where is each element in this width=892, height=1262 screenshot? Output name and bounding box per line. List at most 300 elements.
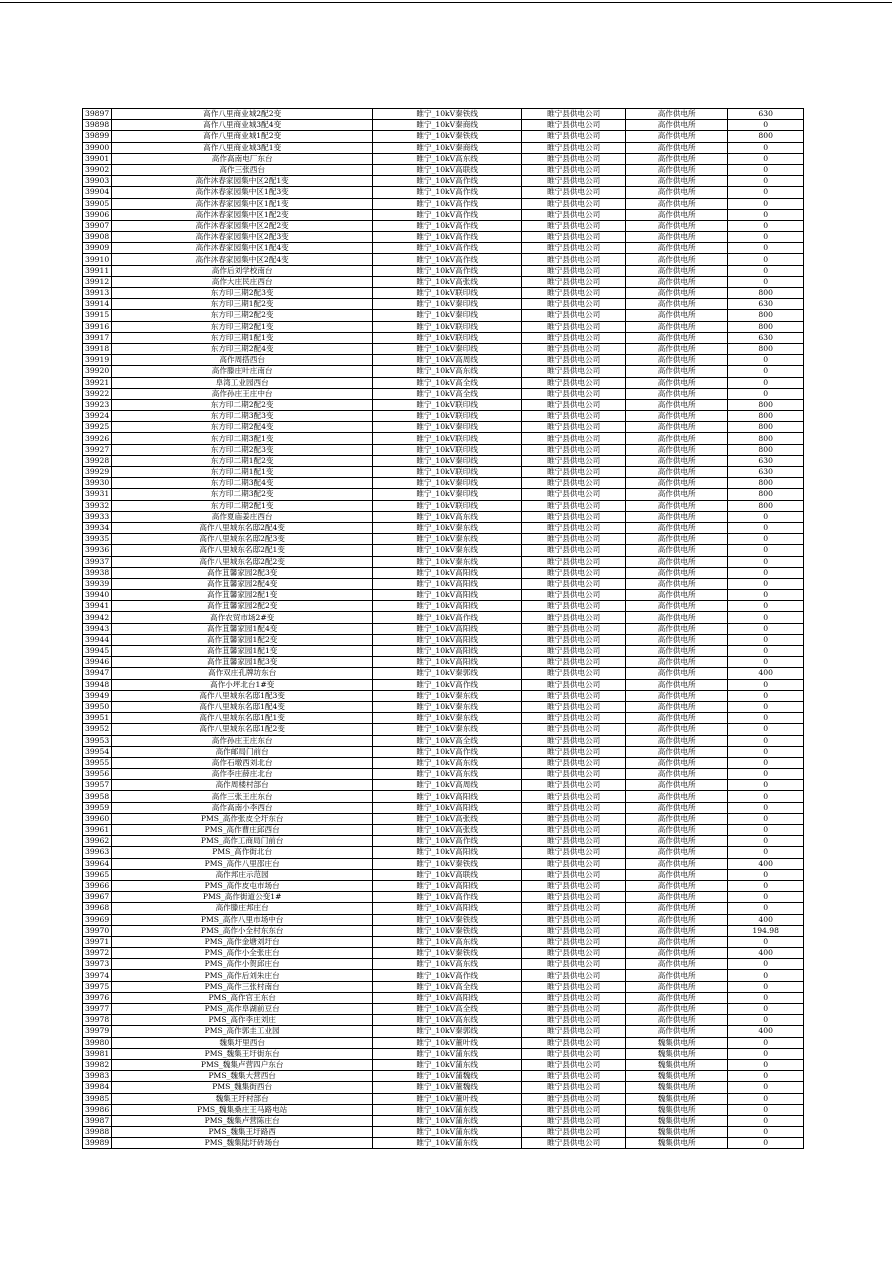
row-id-cell: 39910 [83, 254, 112, 265]
line-name-cell: 睢宁_10kV高联线 [373, 164, 522, 175]
row-id-cell: 39955 [83, 757, 112, 768]
company-cell: 睢宁县供电公司 [522, 131, 626, 142]
line-name-cell: 睢宁_10kV高东线 [373, 153, 522, 164]
company-cell: 睢宁县供电公司 [522, 791, 626, 802]
row-id-cell: 39923 [83, 399, 112, 410]
station-name-cell: 东方印三期2配2变 [112, 310, 373, 321]
table-row [83, 388, 804, 399]
table-row [83, 1127, 804, 1138]
company-cell: 睢宁县供电公司 [522, 534, 626, 545]
row-id-cell: 39915 [83, 310, 112, 321]
line-name-cell: 睢宁_10kV联印线 [373, 321, 522, 332]
row-id-cell: 39946 [83, 657, 112, 668]
company-cell: 睢宁县供电公司 [522, 959, 626, 970]
company-cell: 睢宁县供电公司 [522, 735, 626, 746]
station-name-cell: 高作沐春家园集中区2配4变 [112, 254, 373, 265]
station-name-cell: 高作双庄孔牌坊东台 [112, 668, 373, 679]
company-cell: 睢宁县供电公司 [522, 668, 626, 679]
office-cell: 高作供电所 [626, 1026, 728, 1037]
office-cell: 魏集供电所 [626, 1093, 728, 1104]
capacity-cell: 800 [728, 343, 804, 354]
office-cell: 高作供电所 [626, 769, 728, 780]
company-cell: 睢宁县供电公司 [522, 679, 626, 690]
station-name-cell: 高作八里城东名邸1配2变 [112, 724, 373, 735]
row-id-cell: 39922 [83, 388, 112, 399]
row-id-cell: 39903 [83, 176, 112, 187]
table-row [83, 713, 804, 724]
company-cell: 睢宁县供电公司 [522, 903, 626, 914]
office-cell: 高作供电所 [626, 187, 728, 198]
capacity-cell: 0 [728, 601, 804, 612]
line-name-cell: 睢宁_10kV秦印线 [373, 478, 522, 489]
capacity-cell: 0 [728, 209, 804, 220]
line-name-cell: 睢宁_10kV高东线 [373, 959, 522, 970]
page-top-rule [0, 2, 892, 3]
row-id-cell: 39897 [83, 109, 112, 120]
station-name-cell: 高作沐春家园集中区2配3变 [112, 232, 373, 243]
station-name-cell: 高作苴馨家园2配3变 [112, 567, 373, 578]
row-id-cell: 39916 [83, 321, 112, 332]
row-id-cell: 39975 [83, 981, 112, 992]
company-cell: 睢宁县供电公司 [522, 299, 626, 310]
company-cell: 睢宁县供电公司 [522, 1093, 626, 1104]
line-name-cell: 睢宁_10kV联印线 [373, 444, 522, 455]
company-cell: 睢宁县供电公司 [522, 1004, 626, 1015]
station-name-cell: PMS_魏集街西台 [112, 1082, 373, 1093]
line-name-cell: 睢宁_10kV秦铁线 [373, 925, 522, 936]
office-cell: 魏集供电所 [626, 1115, 728, 1126]
line-name-cell: 睢宁_10kV高作线 [373, 265, 522, 276]
station-name-cell: 高作邮局门前台 [112, 746, 373, 757]
office-cell: 高作供电所 [626, 489, 728, 500]
row-id-cell: 39933 [83, 511, 112, 522]
line-name-cell: 睢宁_10kV联印线 [373, 332, 522, 343]
line-name-cell: 睢宁_10kV秦印线 [373, 455, 522, 466]
capacity-cell: 0 [728, 813, 804, 824]
company-cell: 睢宁县供电公司 [522, 220, 626, 231]
station-name-cell: 高作李庄薛庄北台 [112, 769, 373, 780]
capacity-cell: 0 [728, 556, 804, 567]
station-name-cell: PMS_高作郭圭工业园 [112, 1026, 373, 1037]
station-name-cell: 高作沐春家园集中区2配1变 [112, 176, 373, 187]
row-id-cell: 39902 [83, 164, 112, 175]
capacity-cell: 800 [728, 310, 804, 321]
capacity-cell: 0 [728, 880, 804, 891]
line-name-cell: 睢宁_10kV高东线 [373, 1015, 522, 1026]
company-cell: 睢宁县供电公司 [522, 176, 626, 187]
capacity-cell: 0 [728, 1059, 804, 1070]
line-name-cell: 睢宁_10kV高阳线 [373, 578, 522, 589]
station-name-cell: 魏集圩里西台 [112, 1037, 373, 1048]
line-name-cell: 睢宁_10kV高阳线 [373, 634, 522, 645]
table-row [83, 422, 804, 433]
company-cell: 睢宁县供电公司 [522, 366, 626, 377]
capacity-cell: 800 [728, 500, 804, 511]
row-id-cell: 39944 [83, 634, 112, 645]
company-cell: 睢宁县供电公司 [522, 701, 626, 712]
office-cell: 高作供电所 [626, 422, 728, 433]
station-name-cell: 高作苴馨家园2配1变 [112, 590, 373, 601]
station-name-cell: 高作八里商业城2配2变 [112, 109, 373, 120]
capacity-cell: 800 [728, 489, 804, 500]
table-row [83, 455, 804, 466]
station-name-cell: 高作苴馨家园2配2变 [112, 601, 373, 612]
capacity-cell: 0 [728, 903, 804, 914]
table-row [83, 1037, 804, 1048]
station-name-cell: 东方印三期1配2变 [112, 299, 373, 310]
company-cell: 睢宁县供电公司 [522, 142, 626, 153]
office-cell: 高作供电所 [626, 780, 728, 791]
row-id-cell: 39937 [83, 556, 112, 567]
company-cell: 睢宁县供电公司 [522, 646, 626, 657]
table-row [83, 802, 804, 813]
table-row [83, 1059, 804, 1070]
office-cell: 高作供电所 [626, 567, 728, 578]
office-cell: 高作供电所 [626, 679, 728, 690]
station-name-cell: 东方印三期2配3变 [112, 288, 373, 299]
line-name-cell: 睢宁_10kV高周线 [373, 780, 522, 791]
row-id-cell: 39928 [83, 455, 112, 466]
line-name-cell: 睢宁_10kV高全线 [373, 981, 522, 992]
capacity-cell: 800 [728, 444, 804, 455]
table-row [83, 142, 804, 153]
company-cell: 睢宁县供电公司 [522, 444, 626, 455]
line-name-cell: 睢宁_10kV高周线 [373, 355, 522, 366]
capacity-cell: 800 [728, 288, 804, 299]
station-name-cell: 高作后刘学校南台 [112, 265, 373, 276]
row-id-cell: 39908 [83, 232, 112, 243]
office-cell: 高作供电所 [626, 467, 728, 478]
office-cell: 高作供电所 [626, 254, 728, 265]
office-cell: 高作供电所 [626, 478, 728, 489]
row-id-cell: 39953 [83, 735, 112, 746]
capacity-cell: 0 [728, 243, 804, 254]
capacity-cell: 0 [728, 836, 804, 847]
capacity-cell: 0 [728, 187, 804, 198]
row-id-cell: 39983 [83, 1071, 112, 1082]
line-name-cell: 睢宁_10kV秦铁线 [373, 858, 522, 869]
office-cell: 高作供电所 [626, 713, 728, 724]
line-name-cell: 睢宁_10kV高阳线 [373, 646, 522, 657]
office-cell: 高作供电所 [626, 612, 728, 623]
row-id-cell: 39962 [83, 836, 112, 847]
station-name-cell: PMS_高作街北台 [112, 847, 373, 858]
capacity-cell: 0 [728, 802, 804, 813]
company-cell: 睢宁县供电公司 [522, 321, 626, 332]
table-row [83, 970, 804, 981]
row-id-cell: 39976 [83, 992, 112, 1003]
company-cell: 睢宁县供电公司 [522, 187, 626, 198]
company-cell: 睢宁县供电公司 [522, 567, 626, 578]
company-cell: 睢宁县供电公司 [522, 422, 626, 433]
line-name-cell: 睢宁_10kV高作线 [373, 209, 522, 220]
capacity-cell: 0 [728, 120, 804, 131]
table-row [83, 187, 804, 198]
capacity-cell: 0 [728, 578, 804, 589]
company-cell: 睢宁县供电公司 [522, 981, 626, 992]
station-name-cell: 东方印三期2配4变 [112, 343, 373, 354]
row-id-cell: 39948 [83, 679, 112, 690]
office-cell: 高作供电所 [626, 601, 728, 612]
row-id-cell: 39943 [83, 623, 112, 634]
capacity-cell: 0 [728, 355, 804, 366]
office-cell: 高作供电所 [626, 500, 728, 511]
table-row [83, 433, 804, 444]
table-row [83, 120, 804, 131]
company-cell: 睢宁县供电公司 [522, 724, 626, 735]
company-cell: 睢宁县供电公司 [522, 858, 626, 869]
row-id-cell: 39974 [83, 970, 112, 981]
station-name-cell: 高作八里城东名邸2配1变 [112, 545, 373, 556]
line-name-cell: 睢宁_10kV高作线 [373, 187, 522, 198]
table-row [83, 232, 804, 243]
company-cell: 睢宁县供电公司 [522, 522, 626, 533]
capacity-cell: 630 [728, 332, 804, 343]
capacity-cell: 0 [728, 869, 804, 880]
capacity-cell: 0 [728, 746, 804, 757]
station-name-cell: 高作三张王庄东台 [112, 791, 373, 802]
row-id-cell: 39935 [83, 534, 112, 545]
station-name-cell: 高作滕庄邦庄台 [112, 903, 373, 914]
table-row [83, 791, 804, 802]
station-name-cell: 高作沐春家园集中区1配4变 [112, 243, 373, 254]
office-cell: 高作供电所 [626, 970, 728, 981]
row-id-cell: 39942 [83, 612, 112, 623]
capacity-cell: 0 [728, 164, 804, 175]
table-row [83, 1104, 804, 1115]
table-row [83, 623, 804, 634]
capacity-cell: 0 [728, 757, 804, 768]
line-name-cell: 睢宁_10kV秦商线 [373, 142, 522, 153]
table-row [83, 601, 804, 612]
row-id-cell: 39972 [83, 948, 112, 959]
row-id-cell: 39986 [83, 1104, 112, 1115]
capacity-cell: 0 [728, 1104, 804, 1115]
table-row [83, 757, 804, 768]
table-row [83, 377, 804, 388]
row-id-cell: 39904 [83, 187, 112, 198]
line-name-cell: 睢宁_10kV秦铁线 [373, 109, 522, 120]
station-name-cell: 东方印二期3配2变 [112, 489, 373, 500]
station-name-cell: PMS_高作张皮仝圩东台 [112, 813, 373, 824]
office-cell: 高作供电所 [626, 1015, 728, 1026]
capacity-cell: 0 [728, 1037, 804, 1048]
line-name-cell: 睢宁_10kV高张线 [373, 825, 522, 836]
row-id-cell: 39984 [83, 1082, 112, 1093]
office-cell: 高作供电所 [626, 724, 728, 735]
row-id-cell: 39926 [83, 433, 112, 444]
row-id-cell: 39917 [83, 332, 112, 343]
line-name-cell: 睢宁_10kV秦商线 [373, 120, 522, 131]
station-name-cell: 东方印三期2配1变 [112, 321, 373, 332]
office-cell: 高作供电所 [626, 735, 728, 746]
station-name-cell: 高作苴馨家园1配3变 [112, 657, 373, 668]
office-cell: 高作供电所 [626, 153, 728, 164]
table-row [83, 288, 804, 299]
capacity-cell: 0 [728, 646, 804, 657]
table-row [83, 411, 804, 422]
line-name-cell: 睢宁_10kV高东线 [373, 936, 522, 947]
company-cell: 睢宁县供电公司 [522, 802, 626, 813]
station-name-cell: PMS_高作工商局门前台 [112, 836, 373, 847]
row-id-cell: 39941 [83, 601, 112, 612]
table-row [83, 1048, 804, 1059]
office-cell: 高作供电所 [626, 276, 728, 287]
station-name-cell: 高作沐春家园集中区2配2变 [112, 220, 373, 231]
office-cell: 高作供电所 [626, 299, 728, 310]
station-name-cell: 高作高南电厂东台 [112, 153, 373, 164]
office-cell: 高作供电所 [626, 847, 728, 858]
company-cell: 睢宁县供电公司 [522, 948, 626, 959]
table-row [83, 925, 804, 936]
station-name-cell: 东方印二期1配1变 [112, 467, 373, 478]
station-name-cell: 东方印三期1配1变 [112, 332, 373, 343]
office-cell: 高作供电所 [626, 892, 728, 903]
capacity-cell: 0 [728, 142, 804, 153]
table-row [83, 254, 804, 265]
office-cell: 魏集供电所 [626, 1037, 728, 1048]
line-name-cell: 睢宁_10kV高联线 [373, 869, 522, 880]
table-row [83, 657, 804, 668]
company-cell: 睢宁县供电公司 [522, 847, 626, 858]
office-cell: 高作供电所 [626, 120, 728, 131]
capacity-cell: 800 [728, 411, 804, 422]
table-row [83, 769, 804, 780]
line-name-cell: 睢宁_10kV高作线 [373, 176, 522, 187]
table-row [83, 1138, 804, 1149]
station-name-cell: 东方印二期2配2变 [112, 399, 373, 410]
capacity-cell: 0 [728, 936, 804, 947]
table-row [83, 869, 804, 880]
table-row [83, 500, 804, 511]
row-id-cell: 39961 [83, 825, 112, 836]
table-row [83, 780, 804, 791]
office-cell: 魏集供电所 [626, 1138, 728, 1149]
station-name-cell: 高作周楼村部台 [112, 780, 373, 791]
station-name-cell: PMS_魏集桑庄王马路电站 [112, 1104, 373, 1115]
row-id-cell: 39938 [83, 567, 112, 578]
line-name-cell: 睢宁_10kV高作线 [373, 970, 522, 981]
office-cell: 魏集供电所 [626, 1082, 728, 1093]
capacity-cell: 0 [728, 232, 804, 243]
office-cell: 魏集供电所 [626, 1048, 728, 1059]
office-cell: 高作供电所 [626, 220, 728, 231]
row-id-cell: 39920 [83, 366, 112, 377]
capacity-cell: 400 [728, 914, 804, 925]
row-id-cell: 39956 [83, 769, 112, 780]
table-row [83, 1115, 804, 1126]
station-name-cell: 高作邦庄示范园 [112, 869, 373, 880]
office-cell: 高作供电所 [626, 836, 728, 847]
line-name-cell: 睢宁_10kV高阳线 [373, 623, 522, 634]
row-id-cell: 39988 [83, 1127, 112, 1138]
company-cell: 睢宁县供电公司 [522, 455, 626, 466]
line-name-cell: 睢宁_10kV高作线 [373, 198, 522, 209]
line-name-cell: 睢宁_10kV秦东线 [373, 713, 522, 724]
company-cell: 睢宁县供电公司 [522, 310, 626, 321]
company-cell: 睢宁县供电公司 [522, 713, 626, 724]
station-name-cell: 东方印二期2配1变 [112, 500, 373, 511]
company-cell: 睢宁县供电公司 [522, 478, 626, 489]
company-cell: 睢宁县供电公司 [522, 243, 626, 254]
line-name-cell: 睢宁_10kV秦铁线 [373, 131, 522, 142]
row-id-cell: 39980 [83, 1037, 112, 1048]
station-name-cell: PMS_高作小全村东东台 [112, 925, 373, 936]
row-id-cell: 39924 [83, 411, 112, 422]
capacity-cell: 800 [728, 399, 804, 410]
capacity-cell: 630 [728, 467, 804, 478]
capacity-cell: 0 [728, 657, 804, 668]
company-cell: 睢宁县供电公司 [522, 388, 626, 399]
line-name-cell: 睢宁_10kV董叶线 [373, 1093, 522, 1104]
line-name-cell: 睢宁_10kV高阳线 [373, 992, 522, 1003]
station-name-cell: 高作八里商业城3配4变 [112, 120, 373, 131]
station-name-cell: 阜湾工业园西台 [112, 377, 373, 388]
line-name-cell: 睢宁_10kV蒲东线 [373, 1048, 522, 1059]
line-name-cell: 睢宁_10kV高张线 [373, 813, 522, 824]
company-cell: 睢宁县供电公司 [522, 992, 626, 1003]
office-cell: 高作供电所 [626, 791, 728, 802]
office-cell: 高作供电所 [626, 321, 728, 332]
office-cell: 高作供电所 [626, 243, 728, 254]
row-id-cell: 39979 [83, 1026, 112, 1037]
row-id-cell: 39952 [83, 724, 112, 735]
company-cell: 睢宁县供电公司 [522, 209, 626, 220]
station-name-cell: 高作八里城东名邸1配3变 [112, 690, 373, 701]
capacity-cell: 0 [728, 511, 804, 522]
office-cell: 高作供电所 [626, 433, 728, 444]
capacity-cell: 0 [728, 970, 804, 981]
capacity-cell: 0 [728, 265, 804, 276]
station-name-cell: 高作小坪北台1#变 [112, 679, 373, 690]
office-cell: 高作供电所 [626, 131, 728, 142]
line-name-cell: 睢宁_10kV高全线 [373, 735, 522, 746]
capacity-cell: 800 [728, 321, 804, 332]
row-id-cell: 39947 [83, 668, 112, 679]
row-id-cell: 39901 [83, 153, 112, 164]
table-row [83, 813, 804, 824]
row-id-cell: 39921 [83, 377, 112, 388]
table-row [83, 679, 804, 690]
company-cell: 睢宁县供电公司 [522, 746, 626, 757]
company-cell: 睢宁县供电公司 [522, 1127, 626, 1138]
station-name-cell: 高作高南小李西台 [112, 802, 373, 813]
station-name-cell: PMS_魏集卢营陈庄台 [112, 1115, 373, 1126]
row-id-cell: 39927 [83, 444, 112, 455]
table-row [83, 489, 804, 500]
company-cell: 睢宁县供电公司 [522, 355, 626, 366]
station-name-cell: 东方印二期3配4变 [112, 478, 373, 489]
row-id-cell: 39939 [83, 578, 112, 589]
capacity-cell: 0 [728, 153, 804, 164]
capacity-cell: 0 [728, 590, 804, 601]
line-name-cell: 睢宁_10kV秦东线 [373, 522, 522, 533]
office-cell: 高作供电所 [626, 455, 728, 466]
company-cell: 睢宁县供电公司 [522, 769, 626, 780]
office-cell: 高作供电所 [626, 176, 728, 187]
row-id-cell: 39900 [83, 142, 112, 153]
capacity-cell: 0 [728, 769, 804, 780]
line-name-cell: 睢宁_10kV秦印线 [373, 422, 522, 433]
office-cell: 高作供电所 [626, 802, 728, 813]
row-id-cell: 39929 [83, 467, 112, 478]
station-name-cell: 高作石墩西刘北台 [112, 757, 373, 768]
capacity-cell: 0 [728, 176, 804, 187]
capacity-cell: 0 [728, 735, 804, 746]
company-cell: 睢宁县供电公司 [522, 411, 626, 422]
line-name-cell: 睢宁_10kV高阳线 [373, 791, 522, 802]
row-id-cell: 39964 [83, 858, 112, 869]
